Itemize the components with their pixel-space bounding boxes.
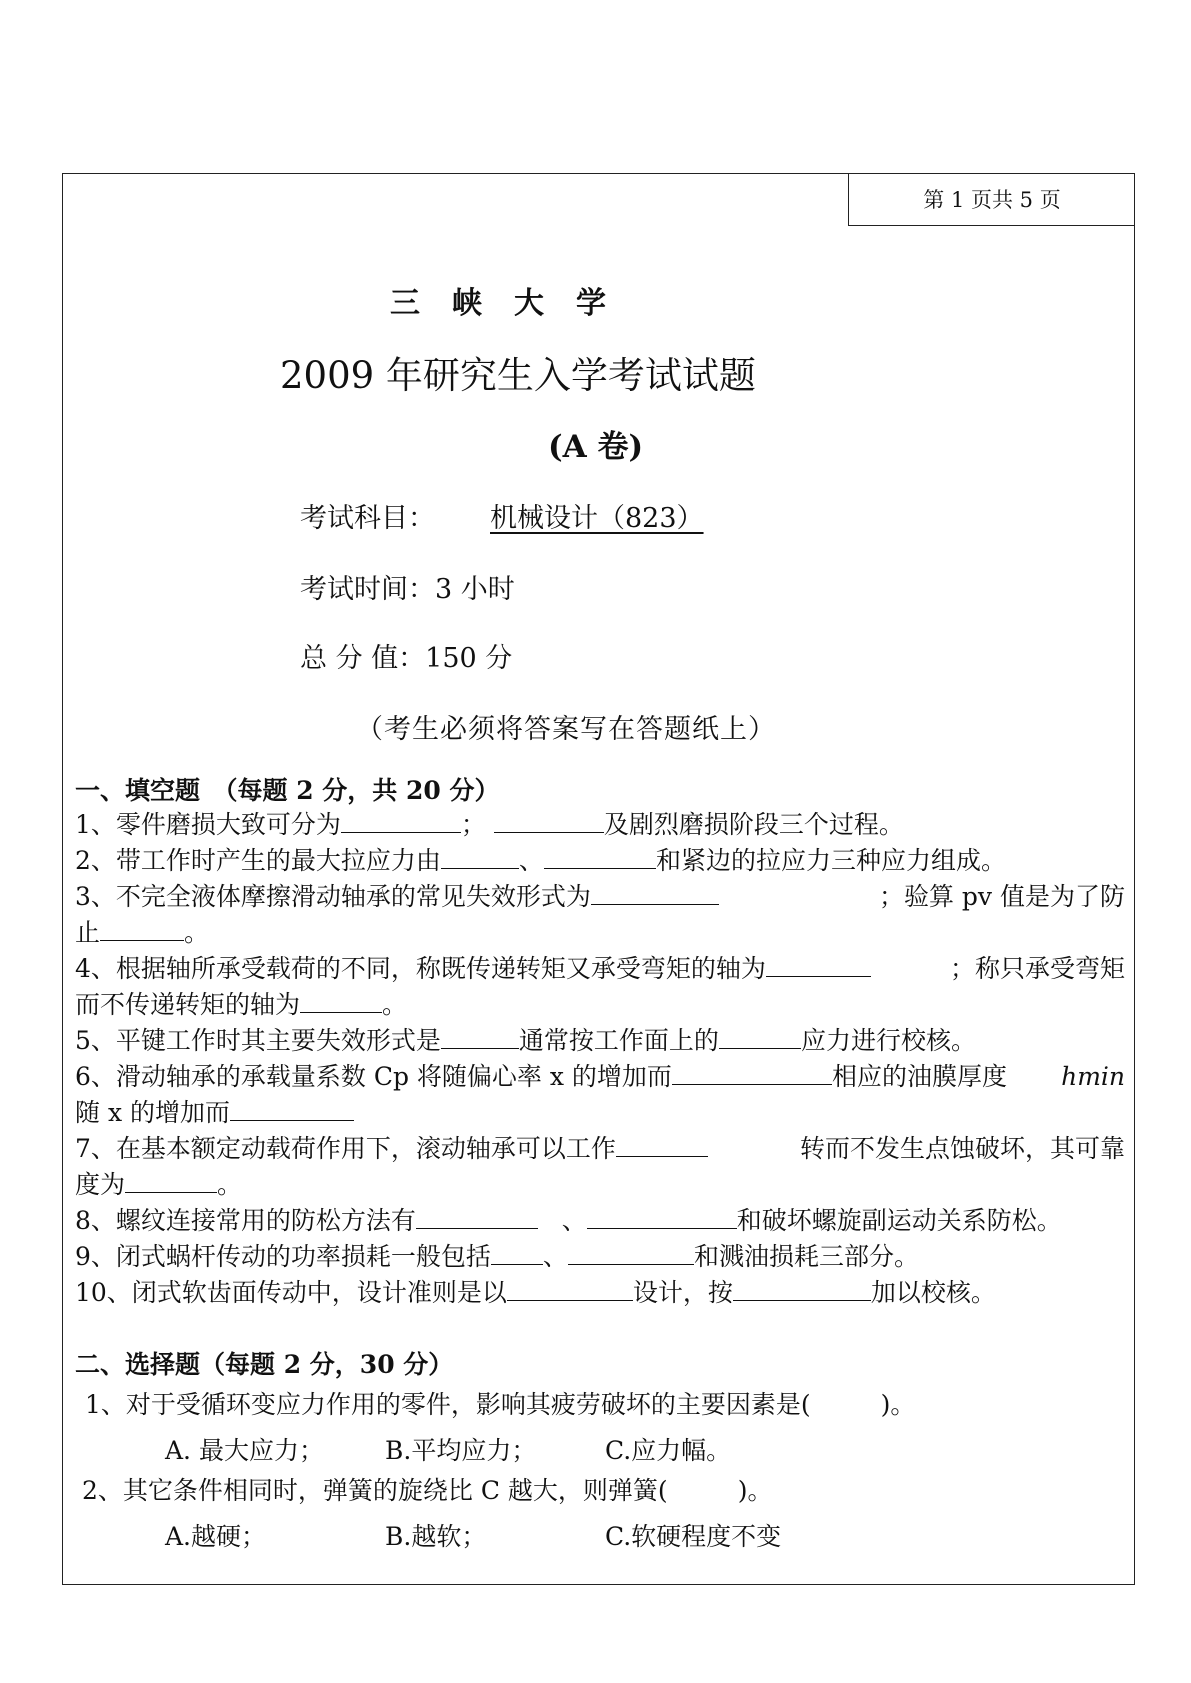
question-2-2: 2、其它条件相同时，弹簧的旋绕比 C 越大，则弹簧( )。 [82, 1476, 773, 1505]
question-1-7-cont: 度为 。 [75, 1170, 243, 1199]
option-a: A. 最大应力； [165, 1436, 324, 1465]
answer-blank [125, 1170, 217, 1193]
time-label: 考试时间： [300, 574, 435, 605]
question-1-8: 8、螺纹连接常用的防松方法有 、 和破坏螺旋副运动关系防松。 [75, 1206, 1062, 1235]
answer-blank [766, 954, 871, 977]
time-value: 3 小时 [435, 574, 515, 605]
page-number-box [848, 173, 1135, 226]
answer-blank [733, 1278, 871, 1301]
option-c: C.软硬程度不变 [605, 1522, 782, 1551]
question-1-4-cont: 而不传递转矩的轴为 。 [75, 990, 408, 1019]
answer-blank [494, 810, 604, 833]
exam-notice: （考生必须将答案写在答题纸上） [356, 714, 776, 745]
answer-blank [230, 1098, 354, 1121]
option-c: C.应力幅。 [605, 1436, 732, 1465]
answer-blank [568, 1242, 694, 1265]
question-1-1: 1、零件磨损大致可分为 ； 及剧烈磨损阶段三个过程。 [75, 810, 904, 839]
option-b: B.平均应力； [385, 1436, 537, 1465]
section-2-title: 二、选择题（每题 2 分，30 分） [75, 1350, 454, 1379]
answer-blank [341, 810, 461, 833]
school-name: 三峡大学 [390, 286, 638, 321]
answer-blank [507, 1278, 633, 1301]
answer-blank [441, 846, 519, 869]
question-1-3-cont: 止 。 [75, 918, 210, 947]
question-1-10: 10、闭式软齿面传动中，设计准则是以 设计，按 加以校核。 [75, 1278, 996, 1307]
section-1-title: 一、填空题 （每题 2 分，共 20 分） [75, 776, 500, 805]
answer-blank [587, 1206, 737, 1229]
answer-blank [416, 1206, 538, 1229]
option-b: B.越软； [385, 1522, 487, 1551]
answer-blank [544, 846, 656, 869]
paper-label: (A 卷) [548, 429, 644, 465]
question-2-1: 1、对于受循环变应力作用的零件，影响其疲劳破坏的主要因素是( )。 [85, 1390, 916, 1419]
score-row [300, 636, 512, 675]
answer-blank [672, 1062, 832, 1085]
answer-blank [719, 1026, 801, 1049]
option-a: A.越硬； [165, 1522, 267, 1551]
answer-blank [491, 1242, 543, 1265]
question-1-7: 7、在基本额定动载荷作用下，滚动轴承可以工作 转而不发生点蚀破坏，其可靠 [75, 1134, 1125, 1163]
question-1-4: 4、根据轴所承受载荷的不同，称既传递转矩又承受弯矩的轴为 ；称只承受弯矩 [75, 954, 1125, 983]
answer-blank [300, 990, 382, 1013]
answer-blank [616, 1134, 708, 1157]
question-1-6: 6、滑动轴承的承载量系数 Cp 将随偏心率 x 的增加而 相应的油膜厚度 hmin [75, 1062, 1125, 1091]
score-label: 总 分 值： [300, 643, 426, 674]
answer-blank [441, 1026, 519, 1049]
exam-title: 2009 年研究生入学考试试题 [280, 354, 756, 397]
score-value: 150 分 [425, 643, 513, 674]
time-row [300, 567, 515, 606]
question-1-6-cont: 随 x 的增加而 [75, 1095, 354, 1131]
question-1-9: 9、闭式蜗杆传动的功率损耗一般包括 、 和溅油损耗三部分。 [75, 1242, 919, 1271]
subject-value: 机械设计（823） [490, 503, 704, 534]
subject-row [300, 496, 704, 535]
question-1-2: 2、带工作时产生的最大拉应力由 、 和紧边的拉应力三种应力组成。 [75, 846, 1006, 875]
answer-blank [591, 882, 719, 905]
question-1-5: 5、平键工作时其主要失效形式是 通常按工作面上的 应力进行校核。 [75, 1026, 976, 1055]
answer-blank [100, 918, 184, 941]
question-1-3: 3、不完全液体摩擦滑动轴承的常见失效形式为 ；验算 pv 值是为了防 [75, 882, 1125, 911]
subject-label: 考试科目： [300, 503, 435, 534]
page-number: 第 1 页共 5 页 [923, 188, 1061, 212]
